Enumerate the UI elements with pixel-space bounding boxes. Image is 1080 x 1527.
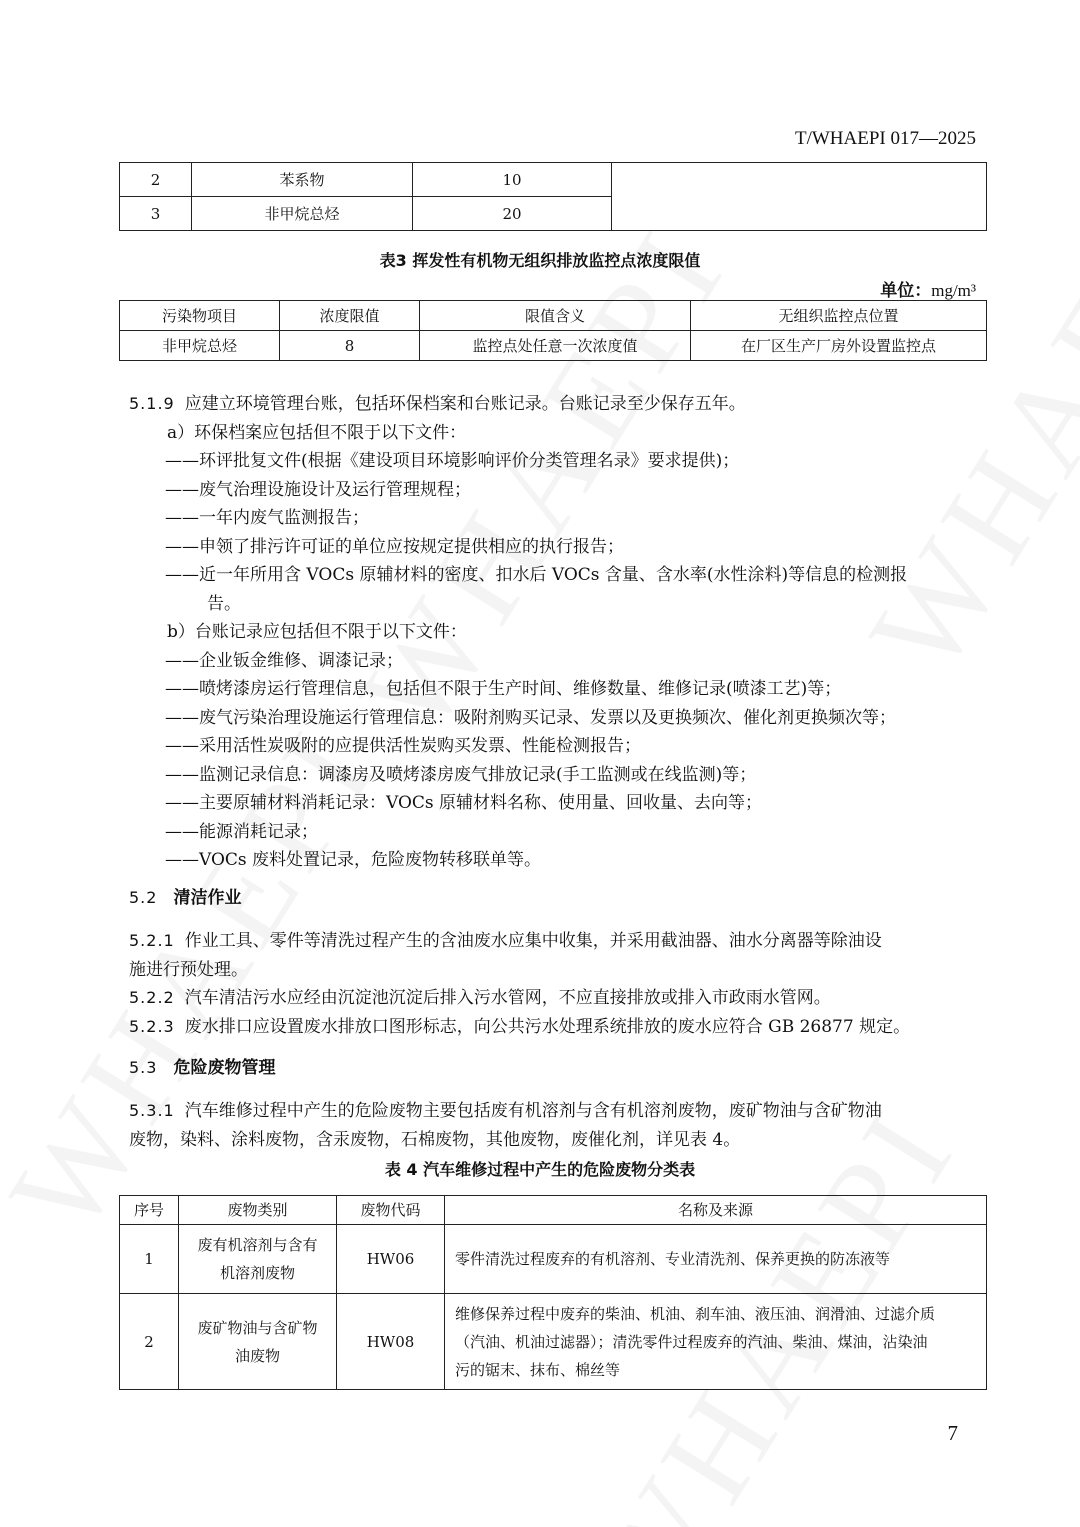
table-header-row [120,301,987,331]
section-5-3 [129,1054,979,1083]
table2-continued [119,162,987,231]
clause-5-3-1 [129,1097,979,1154]
list-item: ——监测记录信息：调漆房及喷烤漆房废气排放记录(手工监测或在线监测)等； [165,764,757,785]
clause-line [129,984,979,1013]
cell-code: HW08 [337,1294,445,1390]
list-b-title: b）台账记录应包括但不限于以下文件： [167,622,467,642]
source-line: 零件清洗过程废弃的有机溶剂、专业清洗剂、保养更换的防冻液等 [455,1250,891,1268]
cell-pollutant: 非甲烷总烃 [192,197,413,231]
clause-continuation: 施进行预处理。 [129,959,248,980]
unit-label: 单位： [880,281,932,301]
cell-location: 在厂区生产厂房外设置监控点 [691,331,987,361]
cell-no: 2 [120,1294,179,1390]
header-source: 名称及来源 [445,1196,987,1225]
cell-pollutant: 苯系物 [192,163,413,197]
list-item: ——一年内废气监测报告； [165,508,369,528]
clause-number: 5.3.1 [129,1101,175,1120]
cell-limit: 8 [280,331,420,361]
cell-no: 3 [120,197,192,231]
header-item: 污染物项目 [120,301,280,331]
list-item: ——废气治理设施设计及运行管理规程； [165,479,471,500]
document-code: T/WHAEPI 017—2025 [794,128,976,149]
header-category: 废物类别 [179,1196,337,1225]
cell-item: 非甲烷总烃 [120,331,280,361]
header-code: 废物代码 [337,1196,445,1225]
cell-category [179,1225,337,1294]
clause-number: 5.1.9 [129,394,175,413]
list-item-continuation: 告。 [207,593,241,614]
cell-no: 2 [120,163,192,197]
clause-number: 5.2.1 [129,931,175,950]
unit-value: mg/m³ [931,281,976,300]
table3-unit [880,276,976,301]
header-limit: 浓度限值 [280,301,420,331]
clause-5-1-9 [129,390,979,875]
section-title: 清洁作业 [173,888,242,908]
section-heading [129,884,979,913]
section-number: 5.2 [129,888,158,907]
list-item: ——近一年所用含 VOCs 原辅材料的密度、扣水后 VOCs 含量、含水率(水性涂料)等信息的检测报 [165,565,908,585]
list-item: ——主要原辅材料消耗记录：VOCs 原辅材料名称、使用量、回收量、去向等； [165,793,763,813]
source-line: 维修保养过程中废弃的柴油、机油、刹车油、液压油、润滑油、过滤介质 [455,1304,936,1323]
section-title: 危险废物管理 [173,1058,276,1078]
list-item: ——企业钣金维修、调漆记录； [165,650,403,671]
clause-text: 作业工具、零件等清洗过程产生的含油废水应集中收集，并采用截油器、油水分离器等除油设 [184,931,882,951]
table4-caption: 表 4 汽车维修过程中产生的危险废物分类表 [384,1160,696,1179]
cell-merged-empty [612,163,987,231]
table-row [120,1225,987,1294]
section-number: 5.3 [129,1058,158,1077]
clause-line [129,1013,979,1042]
table3-caption: 表3 挥发性有机物无组织排放监控点浓度限值 [379,251,701,270]
clause-text: 应建立环境管理台账，包括环保档案和台账记录。台账记录至少保存五年。 [184,394,746,414]
cell-limit: 20 [413,197,612,231]
list-item: ——废气污染治理设施运行管理信息：吸附剂购买记录、发票以及更换频次、催化剂更换频次等； [165,707,896,728]
cell-code: HW06 [337,1225,445,1294]
cell-source [445,1225,987,1294]
table-row [120,1294,987,1390]
category-line: 油废物 [234,1346,280,1365]
table-row [120,331,987,361]
clause-line [129,390,979,419]
source-line: （汽油、机油过滤器）；清洗零件过程废弃的汽油、柴油、煤油，沾染油 [455,1332,928,1351]
clause-number: 5.2.3 [129,1016,175,1036]
list-item: ——能源消耗记录； [165,821,318,842]
cell-source [445,1294,987,1390]
clause-text: 汽车维修过程中产生的危险废物主要包括废有机溶剂与含有机溶剂废物，废矿物油与含矿物油 [184,1101,882,1121]
list-a-title: a）环保档案应包括但不限于以下文件： [167,422,467,443]
table-row [120,163,987,197]
header-meaning: 限值含义 [420,301,691,331]
clauses-5-2 [129,927,979,1041]
clause-text: 汽车清洁污水应经由沉淀池沉淀后排入污水管网，不应直接排放或排入市政雨水管网。 [184,988,831,1008]
header-location: 无组织监控点位置 [691,301,987,331]
category-line: 废矿物油与含矿物 [197,1318,318,1337]
source-line: 污的锯末、抹布、棉丝等 [455,1360,621,1379]
list-item: ——喷烤漆房运行管理信息，包括但不限于生产时间、维修数量、维修记录(喷漆工艺)等； [165,679,842,699]
clause-line [129,1097,979,1126]
table-header-row [120,1196,987,1225]
clause-text: 废水排口应设置废水排放口图形标志，向公共污水处理系统排放的废水应符合 GB 26877 规定。 [184,1016,911,1037]
list-item: ——采用活性炭吸附的应提供活性炭购买发票、性能检测报告； [165,736,641,756]
cell-limit: 10 [413,163,612,197]
list-item: ——环评批复文件(根据《建设项目环境影响评价分类管理名录》要求提供)； [165,451,740,471]
section-heading [129,1054,979,1083]
table3 [119,300,987,361]
header-no: 序号 [120,1196,179,1225]
section-5-2 [129,884,979,913]
clause-number: 5.2.2 [129,988,175,1007]
cell-category [179,1294,337,1390]
cell-no: 1 [120,1225,179,1294]
category-line: 废有机溶剂与含有 [197,1236,318,1254]
table4 [119,1195,987,1390]
clause-line [129,927,979,956]
category-line: 机溶剂废物 [219,1264,295,1282]
list-item: ——VOCs 废料处置记录，危险废物转移联单等。 [165,850,542,870]
list-item: ——申领了排污许可证的单位应按规定提供相应的执行报告； [165,536,624,557]
clause-continuation: 废物，染料、涂料废物，含汞废物，石棉废物，其他废物，废催化剂，详见表 4。 [129,1129,741,1150]
cell-meaning: 监控点处任意一次浓度值 [420,331,691,361]
page-number: 7 [947,1421,958,1445]
